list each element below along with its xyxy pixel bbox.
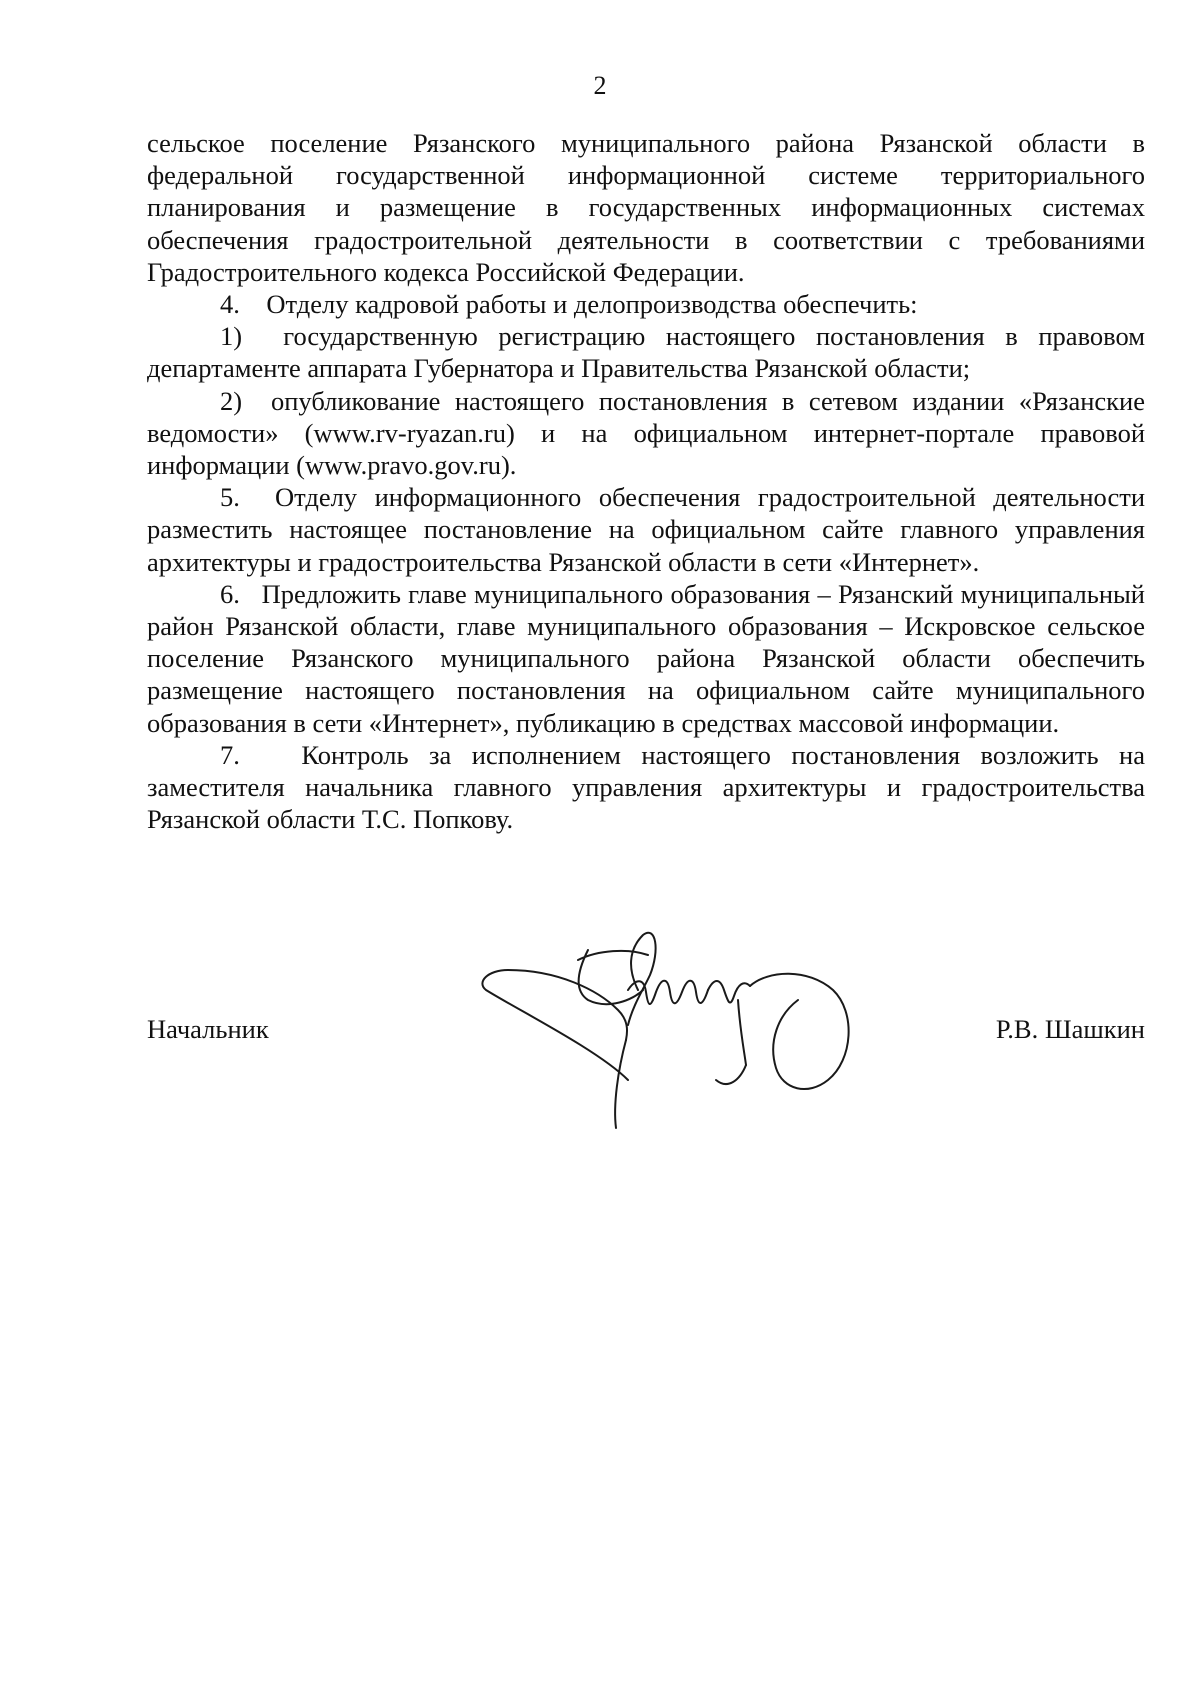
document-body [147, 127, 1145, 835]
paragraph-4: 4. Отделу кадровой работы и делопроизводства обеспечить: [220, 289, 918, 320]
paragraph-4-2: 2) опубликование настоящего постановления в сетевом издании «Рязанские ведомости» (www.rv-ryazan.ru) и на официальном интернет-портале правовой информации (www.pravo.gov.ru). [147, 385, 1145, 481]
paragraph-intro: сельское поселение Рязанского муниципального района Рязанской области в федеральной государственной информационной системе территориального планирования и размещение в государственных информационных системах обеспечения градостроительной деятельности в соответствии с требованиями Градостроительного кодекса Российской Федерации. [147, 128, 1145, 287]
handwritten-signature [478, 930, 858, 1135]
paragraph-4-1: 1) государственную регистрацию настоящего постановления в правовом департаменте аппарата Губернатора и Правительства Рязанской области; [147, 321, 1145, 384]
signatory-title: Начальник [147, 1014, 269, 1044]
page-number: 2 [593, 71, 607, 100]
paragraph-7: 7. Контроль за исполнением настоящего постановления возложить на заместителя начальника главного управления архитектуры и градостроительства Рязанской области Т.С. Попкову. [147, 739, 1145, 835]
paragraph-6: 6. Предложить главе муниципального образования – Рязанский муниципальный район Рязанской области, главе муниципального образования – Искровское сельское поселение Рязанского муниципального района Рязанской области обеспечить размещение настоящего постановления на официальном сайте муниципального образования в сети «Интернет», публикацию в средствах массовой информации. [147, 578, 1145, 738]
signatory-name: Р.В. Шашкин [995, 1014, 1145, 1044]
paragraph-5: 5. Отделу информационного обеспечения градостроительной деятельности разместить настоящее постановление на официальном сайте главного управления архитектуры и градостроительства Рязанской области в сети «Интернет». [147, 482, 1145, 577]
